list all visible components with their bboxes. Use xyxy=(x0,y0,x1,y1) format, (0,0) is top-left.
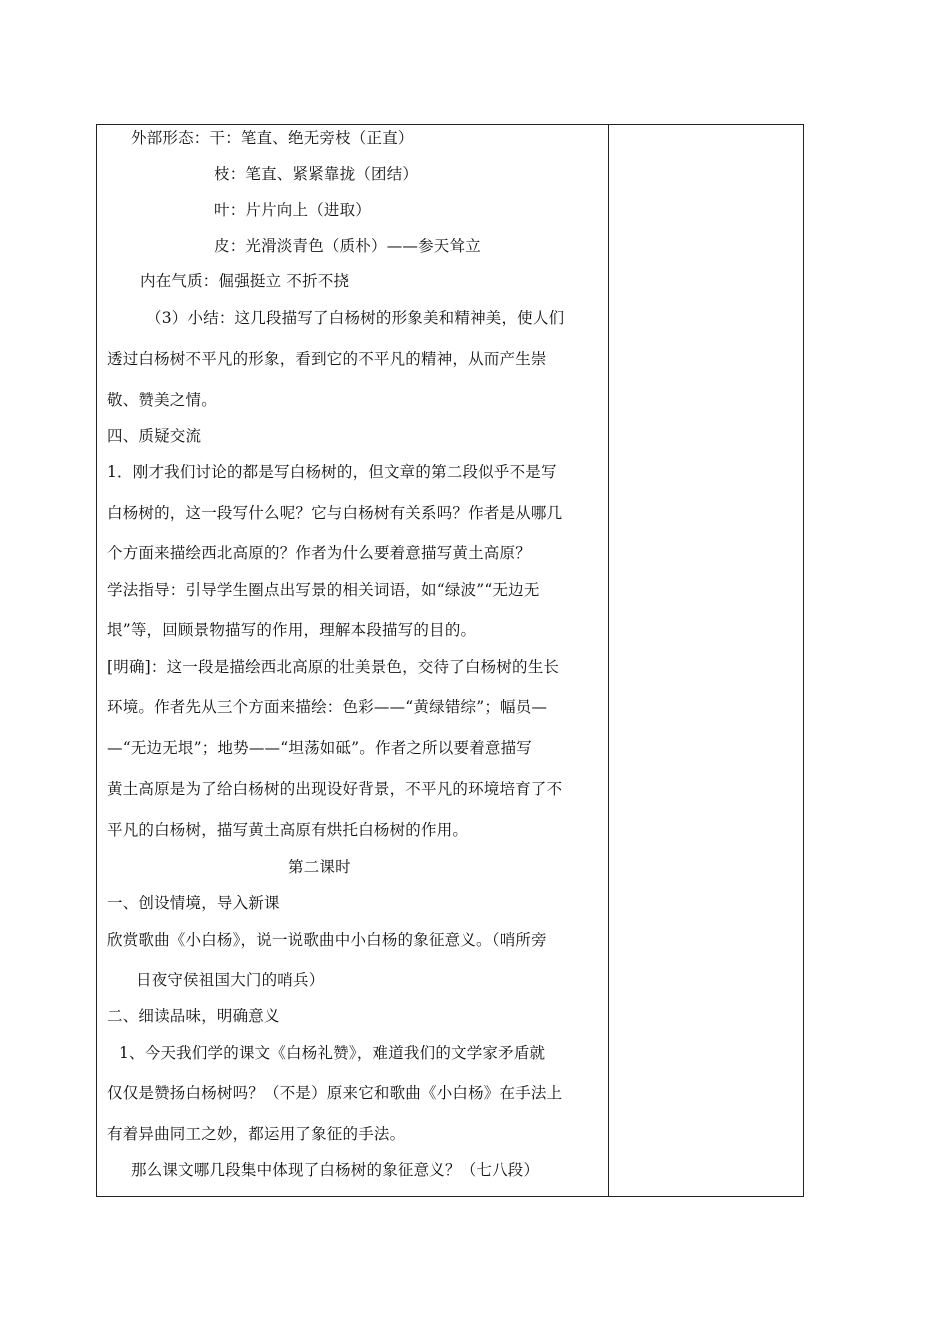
text-line: 1．刚才我们讨论的都是写白杨树的，但文章的第二段似乎不是写 xyxy=(107,463,557,481)
text-line: 内在气质：倔强挺立 不折不挠 xyxy=(140,272,350,290)
text-line: 日夜守侯祖国大门的哨兵） xyxy=(136,971,325,989)
section-heading: 二、细读品味，明确意义 xyxy=(107,1007,280,1025)
text-line: 环境。作者先从三个方面来描绘：色彩——“黄绿错综”；幅员— xyxy=(107,698,548,716)
text-line: 1、今天我们学的课文《白杨礼赞》，难道我们的文学家矛盾就 xyxy=(119,1044,546,1062)
text-line: 仅仅是赞扬白杨树吗？（不是）原来它和歌曲《小白杨》在手法上 xyxy=(107,1084,563,1102)
text-line: 欣赏歌曲《小白杨》，说一说歌曲中小白杨的象征意义。（哨所旁 xyxy=(107,931,547,949)
text-line: 黄土高原是为了给白杨树的出现设好背景，不平凡的环境培育了不 xyxy=(107,780,563,798)
text-line: 学法指导：引导学生圈点出写景的相关词语，如“绿波”“无边无 xyxy=(107,581,540,599)
section-heading: 一、创设情境，导入新课 xyxy=(107,894,280,912)
text-line: 透过白杨树不平凡的形象，看到它的不平凡的精神，从而产生崇 xyxy=(107,350,547,368)
text-line: 有着异曲同工之妙，都运用了象征的手法。 xyxy=(107,1125,406,1143)
lesson-period-title: 第二课时 xyxy=(288,858,351,876)
text-line: 个方面来描绘西北高原的？作者为什么要着意描写黄土高原？ xyxy=(107,544,531,562)
text-line: 白杨树的，这一段写什么呢？它与白杨树有关系吗？作者是从哪几 xyxy=(107,504,563,522)
text-line: 那么课文哪几段集中体现了白杨树的象征意义？（七八段） xyxy=(131,1161,540,1179)
text-line: 平凡的白杨树，描写黄土高原有烘托白杨树的作用。 xyxy=(107,821,469,839)
text-line: [明确]：这一段是描绘西北高原的壮美景色，交待了白杨树的生长 xyxy=(107,658,560,676)
text-line: 枝：笔直、紧紧靠拢（团结） xyxy=(214,165,419,183)
text-line: 垠”等，回顾景物描写的作用，理解本段描写的目的。 xyxy=(107,621,477,639)
text-line: 叶：片片向上（进取） xyxy=(214,201,372,219)
text-line: 外部形态：干：笔直、绝无旁枝（正直） xyxy=(131,129,414,147)
table-column-divider xyxy=(608,124,609,1197)
text-line: 皮：光滑淡青色（质朴）——参天耸立 xyxy=(214,237,481,255)
text-line: （3）小结：这几段描写了白杨树的形象美和精神美，使人们 xyxy=(146,309,565,327)
text-line: —“无边无垠”；地势——“坦荡如砥”。作者之所以要着意描写 xyxy=(107,739,532,757)
text-line: 敬、赞美之情。 xyxy=(107,391,217,409)
section-heading: 四、质疑交流 xyxy=(107,427,202,445)
